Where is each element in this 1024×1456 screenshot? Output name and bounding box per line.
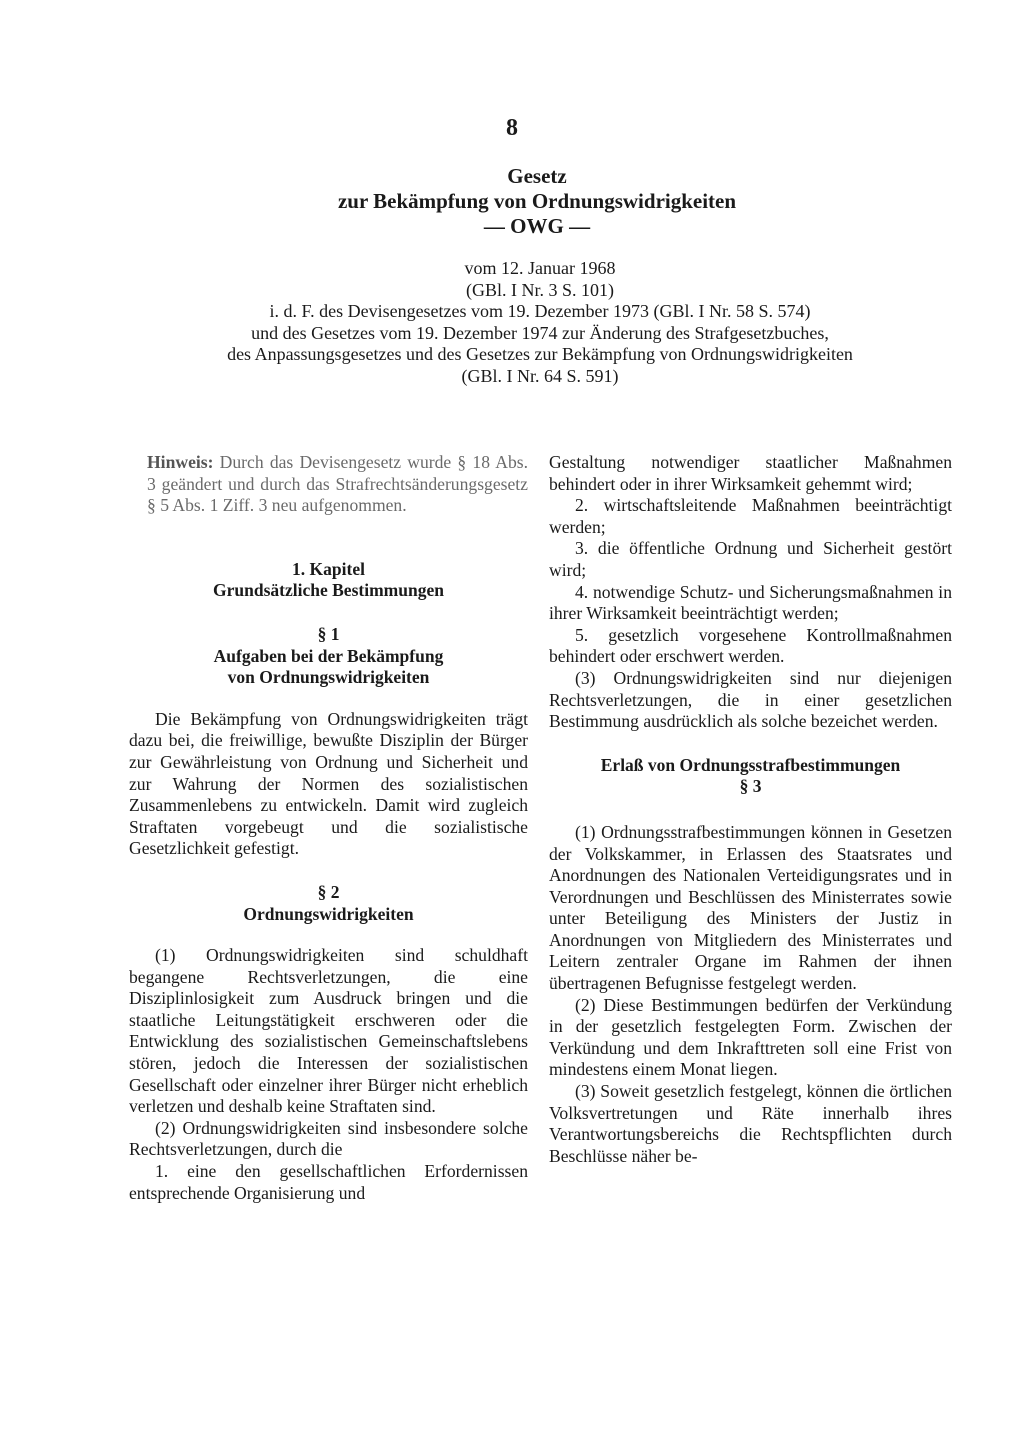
- section-2-paragraph-1: (1) Ordnungswidrigkeiten sind schuldhaft begangene Rechtsverletzungen, die eine Disziplinlosigkeit zum Ausdruck bringen und die staatliche Leitungstätigkeit erschweren oder die Entwicklung des sozialistischen Gemeinschaftslebens stören, jedoch die Interessen der sozialistischen Gesellschaft oder einzelner ihrer Bürger nicht erheblich verletzen und deshalb keine Straftaten sind.: [129, 945, 528, 1117]
- law-title: [0, 164, 1024, 239]
- right-column: [549, 452, 952, 1167]
- item-1-continuation: Gestaltung notwendiger staatlicher Maßnahmen behindert oder in ihrer Wirksamkeit gehemmt wird;: [549, 452, 952, 494]
- section-2-item-3: 3. die öffentliche Ordnung und Sicherheit gestört wird;: [549, 538, 952, 580]
- meta-line: des Anpassungsgesetzes und des Gesetzes zur Bekämpfung von Ordnungswidrigkeiten: [227, 344, 853, 364]
- publication-info: [0, 258, 1024, 387]
- section-3-heading: Erlaß von Ordnungsstrafbestimmungen: [600, 754, 901, 775]
- chapter-title: Grundsätzliche Bestimmungen: [213, 580, 444, 601]
- section-3-paragraph-1: (1) Ordnungsstrafbestimmungen können in Gesetzen der Volkskammer, in Erlassen des Staatsrates und Anordnungen des Nationalen Verteidigungsrates und in Verordnungen und Beschlüssen des Ministerrates sowie unter Beteiligung des Ministers der Justiz in Anordnungen von Mitgliedern des Ministerrates und Leitern zentraler Organe im Rahmen der ihnen übertragenen Befugnisse festgelegt werden.: [549, 821, 952, 994]
- section-2-item-1: 1. eine den gesellschaftlichen Erfordernissen entsprechende Organisierung und: [129, 1161, 528, 1203]
- left-column: [129, 452, 528, 1204]
- note-text: Durch das Devisengesetz wurde § 18 Abs. 3 geändert und durch das Strafrechtsänderungsgesetz § 5 Abs. 1 Ziff. 3 neu aufgenommen.: [147, 452, 528, 516]
- section-3-number: § 3: [739, 776, 762, 797]
- section-2-item-2: 2. wirtschaftsleitende Maßnahmen beeinträchtigt werden;: [549, 495, 952, 537]
- page-number: 8: [506, 115, 518, 141]
- meta-line: und des Gesetzes vom 19. Dezember 1974 zur Änderung des Strafgesetzbuches,: [251, 322, 829, 343]
- title-line-3: — OWG —: [483, 214, 591, 238]
- section-2-paragraph-2: (2) Ordnungswidrigkeiten sind insbesondere solche Rechtsverletzungen, durch die: [129, 1117, 528, 1160]
- meta-line: (GBl. I Nr. 64 S. 591): [461, 365, 619, 386]
- section-2-paragraph-3: (3) Ordnungswidrigkeiten sind nur diejenigen Rechtsverletzungen, die in einer gesetzlichen Bestimmung ausdrücklich als solche bezeichet werden.: [549, 667, 952, 732]
- section-1-title-line-1: Aufgaben bei der Bekämpfung: [213, 645, 444, 666]
- section-2-title: Ordnungswidrigkeiten: [243, 903, 414, 924]
- section-1-title-line-2: von Ordnungswidrigkeiten: [227, 667, 430, 688]
- section-3-paragraph-3: (3) Soweit gesetzlich festgelegt, können die örtlichen Volksvertretungen und Räte innerhalb ihres Verantwortungsbereichs die Rechtspflichten durch Beschlüsse näher be-: [549, 1081, 952, 1166]
- chapter-heading: 1. Kapitel: [292, 558, 365, 579]
- section-2-item-5: 5. gesetzlich vorgesehene Kontrollmaßnahmen behindert oder erschwert werden.: [549, 624, 952, 667]
- meta-line: i. d. F. des Devisengesetzes vom 19. Dezember 1973 (GBl. I Nr. 58 S. 574): [269, 301, 811, 321]
- section-2-number: § 2: [317, 881, 340, 902]
- meta-line: (GBl. I Nr. 3 S. 101): [466, 279, 614, 300]
- note-paragraph: [147, 452, 528, 517]
- section-3-paragraph-2: (2) Diese Bestimmungen bedürfen der Verkündung in der gesetzlich festgelegten Form. Zwischen der Verkündung und dem Inkrafttreten soll eine Frist von mindestens einem Monat liegen.: [549, 994, 952, 1080]
- meta-line: vom 12. Januar 1968: [464, 258, 616, 278]
- title-line-2: zur Bekämpfung von Ordnungswidrigkeiten: [337, 189, 737, 213]
- title-line-1: Gesetz: [507, 164, 567, 188]
- note-label: Hinweis:: [147, 452, 214, 472]
- section-2-item-4: 4. notwendige Schutz- und Sicherungsmaßnahmen in ihrer Wirksamkeit beeinträchtigt werden;: [549, 581, 952, 624]
- section-1-text: Die Bekämpfung von Ordnungswidrigkeiten trägt dazu bei, die freiwillige, bewußte Disziplin der Bürger zur Gewährleistung von Ordnung und Sicherheit und zur Wahrung der Normen des sozialistischen Zusammenlebens zu entwickeln. Damit wird zugleich Straftaten vorgebeugt und die sozialistische Gesetzlichkeit gefestigt.: [129, 708, 528, 859]
- section-1-number: § 1: [317, 623, 340, 644]
